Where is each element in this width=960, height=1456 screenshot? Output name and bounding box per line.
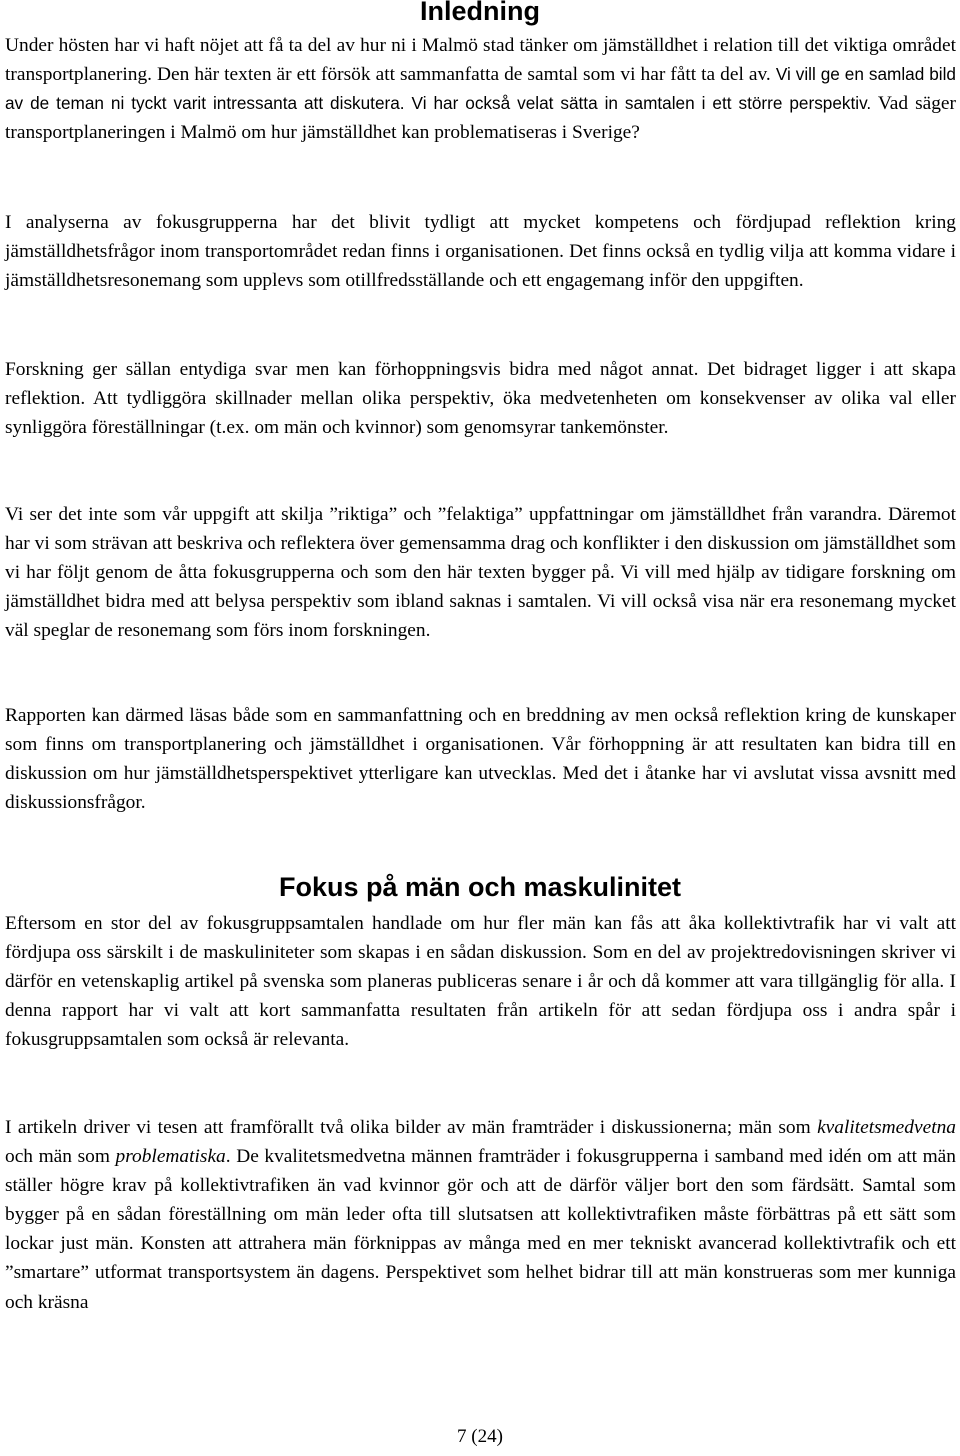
paragraph-article-text-c: . De kvalitetsmedvetna männen framträder i fokusgrupperna i samband med idén om att män ställer högre krav på kollektivtrafiken än vad kvinnor gör och att de därför väljer bort den som färdsätt. Samtal som bygger på en sådan föreställning om män leder ofta till slutsatsen att kollektivtrafiken måste förbättras på ett sätt som lockar just män. Konsten att attrahera män förknippas av många med en mer tekniskt avancerad kollektivtrafik och ett ”smartare” utformat transportsystem än dagens. Perspektivet som helhet bidrar till att män konstrueras som mer kunniga och kräsna [5, 1146, 956, 1313]
paragraph-our-task: Vi ser det inte som vår uppgift att skilja ”riktiga” och ”felaktiga” uppfattningar om jämställdhet från varandra. Däremot har vi som strävan att beskriva och reflektera över gemensamma drag och konflikter i den diskussion om jämställdhet som vi har följt genom de åtta fokusgrupperna och som den här texten bygger på. Vi vill med hjälp av tidigare forskning om jämställdhet bidra med att belysa perspektiv som ibland saknas i samtalen. Vi vill också visa när era resonemang mycket väl speglar de resonemang som förs inom forskningen. [5, 504, 956, 642]
emphasis-quality-conscious: kvalitetsmedvetna [817, 1117, 956, 1138]
page-number: 7 (24) [457, 1426, 503, 1447]
paragraph-article-text-a: I artikeln driver vi tesen att framförallt två olika bilder av män framträder i diskussionerna; män som [5, 1117, 811, 1138]
paragraph-focus-groups: Eftersom en stor del av fokusgruppsamtalen handlade om hur fler män kan fås att åka kollektivtrafik har vi valt att fördjupa oss särskilt i de maskuliniteter som skapas i en sådan diskussion. Som en del av projektredovisningen skriver vi därför en vetenskaplig artikel på svenska som planeras publiceras senare i år och då kommer att vara tillgänglig för alla. I denna rapport har vi valt att kort sammanfatta resultaten från artikeln för att sedan fördjupa oss i andra spår i fokusgruppsamtalen som också är relevanta. [5, 913, 956, 1051]
section-heading-intro: Inledning [420, 0, 540, 26]
emphasis-problematic: problematiska [115, 1146, 226, 1168]
paragraph-analysis: I analyserna av fokusgrupperna har det blivit tydligt att mycket kompetens och fördjupad reflektion kring jämställdhetsfrågor inom transportområdet redan finns i organisationen. Det finns också en tydlig vilja att komma vidare i jämställdhetsresonemang som upplevs som otillfredsställande och ett engagemang inför den uppgiften. [5, 212, 956, 292]
paragraph-intro-text-a: Under hösten har vi haft nöjet att få ta del av hur ni i Malmö stad tänker om jämställdhet i relation till det viktiga området transportplanering. Den här texten är ett försök att sammanfatta de samtal som vi har fått ta del av. [5, 35, 956, 86]
paragraph-report: Rapporten kan därmed läsas både som en sammanfattning och en breddning av men också reflektion kring de kunskaper som finns om transportplanering och jämställdhet i organisationen. Vår förhoppning är att resultaten kan bidra till en diskussion om hur jämställdhetsperspektivet ytterligare kan utvecklas. Med det i åtanke har vi avslutat vissa avsnitt med diskussionsfrågor. [5, 705, 956, 814]
paragraph-research: Forskning ger sällan entydiga svar men kan förhoppningsvis bidra med något annat. Det bidraget ligger i att skapa reflektion. Att tydliggöra skillnader mellan olika perspektiv, öka medvetenheten om konsekvenser av olika val eller synliggöra föreställningar (t.ex. om män och kvinnor) som genomsyrar tankemönster. [5, 359, 956, 439]
paragraph-intro-text-c: Vad säger transportplaneringen i Malmö om hur jämställdhet kan problematiseras i Sverige? [5, 93, 956, 144]
paragraph-article-thesis [5, 1113, 956, 1317]
paragraph-article-text-b: och män som [5, 1146, 110, 1168]
paragraph-intro [5, 31, 956, 147]
section-heading-focus: Fokus på män och maskulinitet [278, 872, 682, 902]
paragraph-intro-text-b: Vi vill ge en samlad bild av de teman ni tyckt varit intressanta att diskutera. Vi har också velat sätta in samtalen i ett större perspektiv. [5, 64, 956, 114]
